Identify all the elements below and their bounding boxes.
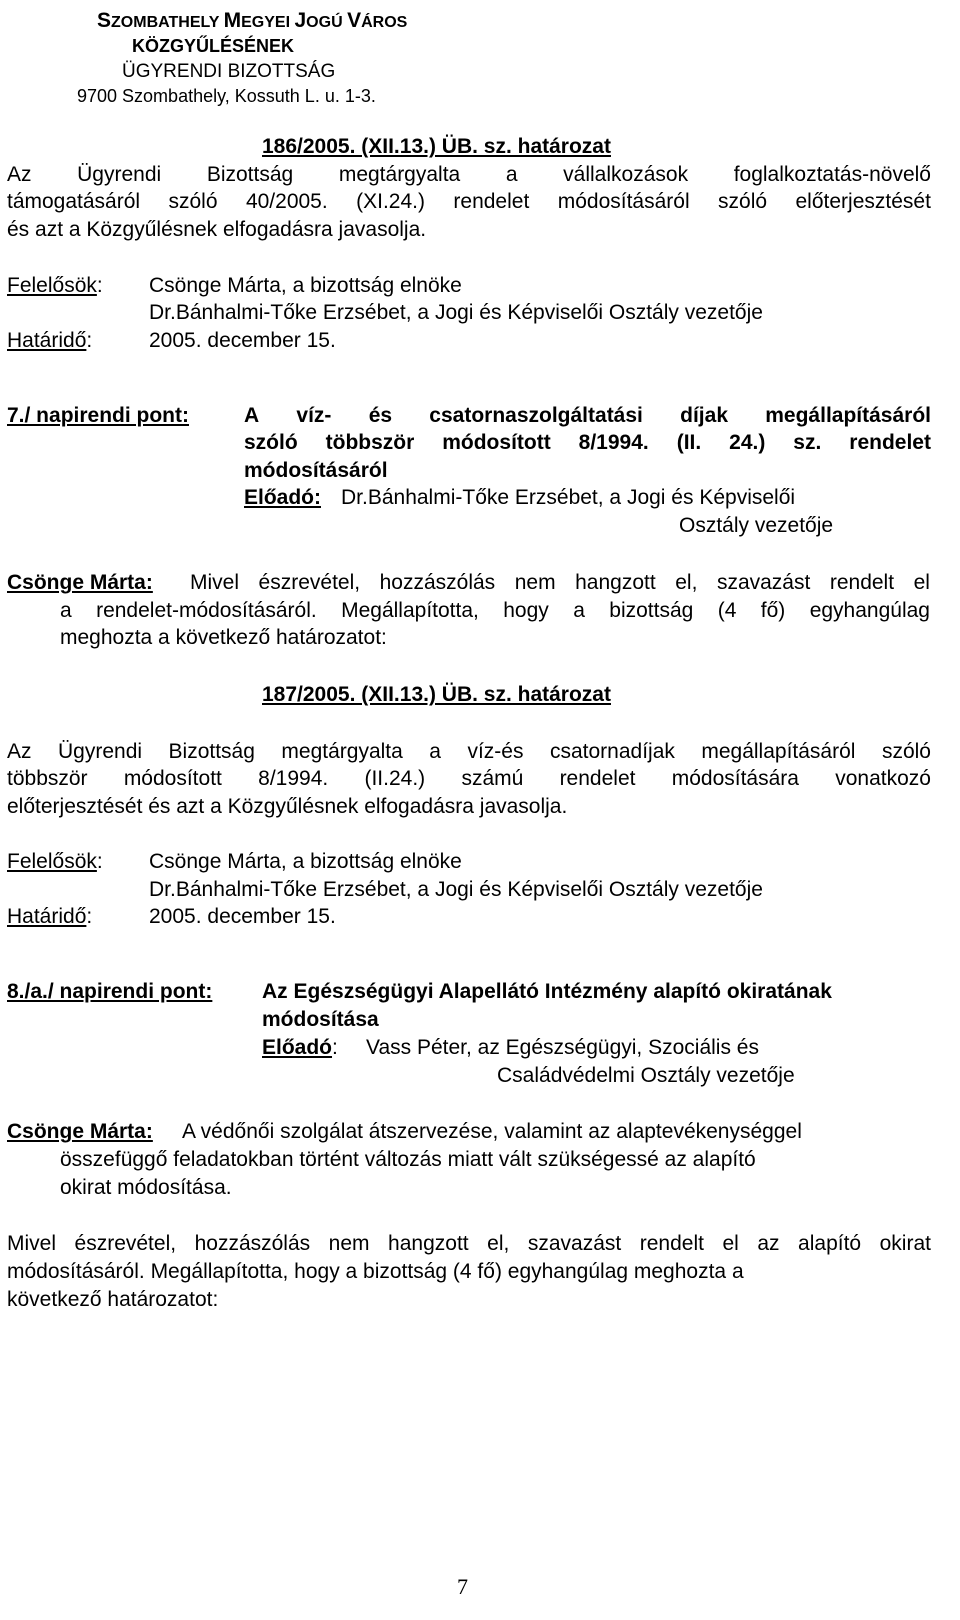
word: csatornaszolgáltatási [429,404,643,427]
colon: : [332,1036,338,1059]
word: megtárgyalta [338,163,461,186]
resolution-text-line [7,768,931,789]
word: fő) [760,599,786,622]
word: szavazást [716,571,811,594]
word: Bizottság [206,163,294,186]
word: (XI.24.) [356,190,425,213]
responsible-person: Dr.Bánhalmi-Tőke Erzsébet, a Jogi és Képviselői Osztály vezetője [149,878,763,901]
word: a [573,599,585,622]
word: hangzott [575,571,656,594]
presenter-label: Előadó [262,1036,333,1059]
responsible-label-row [7,275,103,296]
agenda-label: 7./ napirendi pont: [7,404,189,427]
word: el, [675,571,698,594]
word: el, [487,1232,510,1255]
responsible-person: Csönge Márta, a bizottság elnöke [149,850,462,873]
word: rendelet [453,190,530,213]
resolution-text-line [7,164,931,185]
word: hozzászólás [194,1232,311,1255]
word: Mivel [190,571,240,594]
responsible-label: Felelősök [7,274,97,297]
presenter-name: Vass Péter, az Egészségügyi, Szociális és [366,1036,759,1059]
word: és [368,404,393,427]
word: rendelet-módosításáról. [96,599,317,622]
presenter-name: Osztály vezetője [679,514,834,537]
word: szóló [881,740,931,763]
word: rendelet [559,767,636,790]
page-number: 7 [457,1574,468,1599]
discussion-line: összefüggő feladatokban történt változás miatt vált szükségessé az alapító [60,1148,756,1171]
deadline-label-row [7,906,92,927]
agenda-title-line [244,405,931,426]
discussion-line [60,600,930,621]
word: 40/2005. [245,190,328,213]
word: hogy [503,599,549,622]
word: rendelt [829,571,895,594]
presenter-name: Családvédelmi Osztály vezetője [497,1064,795,1087]
word: A [244,404,260,427]
word: hozzászólás [379,571,496,594]
word: csatornadíjak [549,740,675,763]
word: észrevétel, [74,1232,177,1255]
header-institution [97,10,407,31]
word: 8/1994. [258,767,329,790]
resolution-text-line [7,191,931,212]
word: támogatásáról [7,190,141,213]
word: nem [514,571,556,594]
word: a [505,163,518,186]
word: szóló [718,190,768,213]
word: alapító [798,1232,862,1255]
resolution-title: 187/2005. (XII.13.) ÜB. sz. határozat [262,683,611,706]
word: sz. [793,431,822,454]
word: módosításáról [557,190,690,213]
word: nem [328,1232,370,1255]
word: előterjesztését [795,190,931,213]
word: Ügyrendi [77,163,162,186]
word: egyhangúlag [809,599,930,622]
header-letter: S [97,9,112,32]
word: díjak [680,404,728,427]
closing-line [7,1233,931,1254]
closing-line: következő határozatot: [7,1288,219,1311]
word: a [429,740,441,763]
word: Az [7,740,32,763]
word: (II.24.) [364,767,426,790]
word: megállapításáról [765,404,931,427]
discussion-line: A védőnői szolgálat átszervezése, valamint az alaptevékenységgel [182,1120,802,1143]
word: víz- [296,404,332,427]
header-address: 9700 Szombathely, Kossuth L. u. 1-3. [77,86,376,106]
word: észrevétel, [258,571,361,594]
word: szóló [244,431,298,454]
header-word: ZOMBATHELY [111,14,224,31]
word: hangzott [388,1232,469,1255]
word: el [722,1232,739,1255]
word: 8/1994. [578,431,649,454]
word: a [60,599,72,622]
word: (4 [717,599,737,622]
word: foglalkoztatás-növelő [733,163,931,186]
resolution-title: 186/2005. (XII.13.) ÜB. sz. határozat [262,135,611,158]
deadline-date: 2005. december 15. [149,329,336,352]
agenda-title-line [244,432,931,453]
responsible-person: Csönge Márta, a bizottság elnöke [149,274,462,297]
agenda-title-line: Az Egészségügyi Alapellátó Intézmény alapító okiratának [262,980,832,1003]
header-letter: J [294,9,307,32]
colon: : [96,850,103,873]
deadline-label: Határidő [7,905,87,928]
word: Megállapította, [341,599,479,622]
responsible-label: Felelősök [7,850,97,873]
word: 24.) [729,431,766,454]
resolution-text-line: előterjesztését és azt a Közgyűlésnek elfogadásra javasolja. [7,795,568,818]
header-word: ÁROS [361,14,408,31]
speaker-name: Csönge Márta: [7,571,153,594]
colon: : [86,329,93,352]
responsible-person: Dr.Bánhalmi-Tőke Erzsébet, a Jogi és Képviselői Osztály vezetője [149,301,763,324]
speaker-name: Csönge Márta: [7,1120,153,1143]
word: Az [7,163,32,186]
word: rendelt [639,1232,704,1255]
resolution-text-line: és azt a Közgyűlésnek elfogadásra javasolja. [7,218,427,241]
header-word: EGYEI [241,14,295,31]
discussion-line: okirat módosítása. [60,1176,232,1199]
word: okirat [879,1232,931,1255]
word: szóló [168,190,218,213]
word: (II. [676,431,702,454]
agenda-title-line: módosítása [262,1008,379,1031]
agenda-label: 8./a./ napirendi pont: [7,980,213,1003]
colon: : [96,274,103,297]
word: módosított [123,767,222,790]
discussion-line: meghozta a következő határozatot: [60,626,387,649]
word: számú [461,767,524,790]
responsible-label-row [7,851,103,872]
word: vonatkozó [835,767,931,790]
word: többször [7,767,88,790]
word: szavazást [527,1232,622,1255]
deadline-label-row [7,330,92,351]
word: megállapításáról [701,740,856,763]
word: többször [325,431,415,454]
presenter-label-row [262,1037,338,1058]
word: megtárgyalta [281,740,403,763]
deadline-date: 2005. december 15. [149,905,336,928]
agenda-title-line: módosításáról [244,459,388,482]
discussion-line [190,572,930,593]
resolution-text-line [7,741,931,762]
word: Mivel [7,1232,57,1255]
deadline-label: Határidő [7,329,87,352]
word: az [757,1232,780,1255]
closing-line: módosításáról. Megállapította, hogy a bizottság (4 fő) egyhangúlag meghozta a [7,1260,744,1283]
presenter-name: Dr.Bánhalmi-Tőke Erzsébet, a Jogi és Képviselői [341,486,796,509]
word: módosítására [671,767,799,790]
header-assembly: KÖZGYŰLÉSÉNEK [132,36,295,56]
word: el [913,571,930,594]
presenter-label: Előadó: [244,486,321,509]
word: bizottság [609,599,694,622]
word: vállalkozások [563,163,689,186]
header-word: OGÚ [306,14,348,31]
header-letter: V [347,9,362,32]
colon: : [86,905,93,928]
word: víz-és [467,740,524,763]
word: rendelet [849,431,931,454]
header-letter: M [223,9,242,32]
word: Bizottság [168,740,255,763]
word: módosított [442,431,551,454]
word: Ügyrendi [58,740,143,763]
header-committee: ÜGYRENDI BIZOTTSÁG [122,61,336,82]
